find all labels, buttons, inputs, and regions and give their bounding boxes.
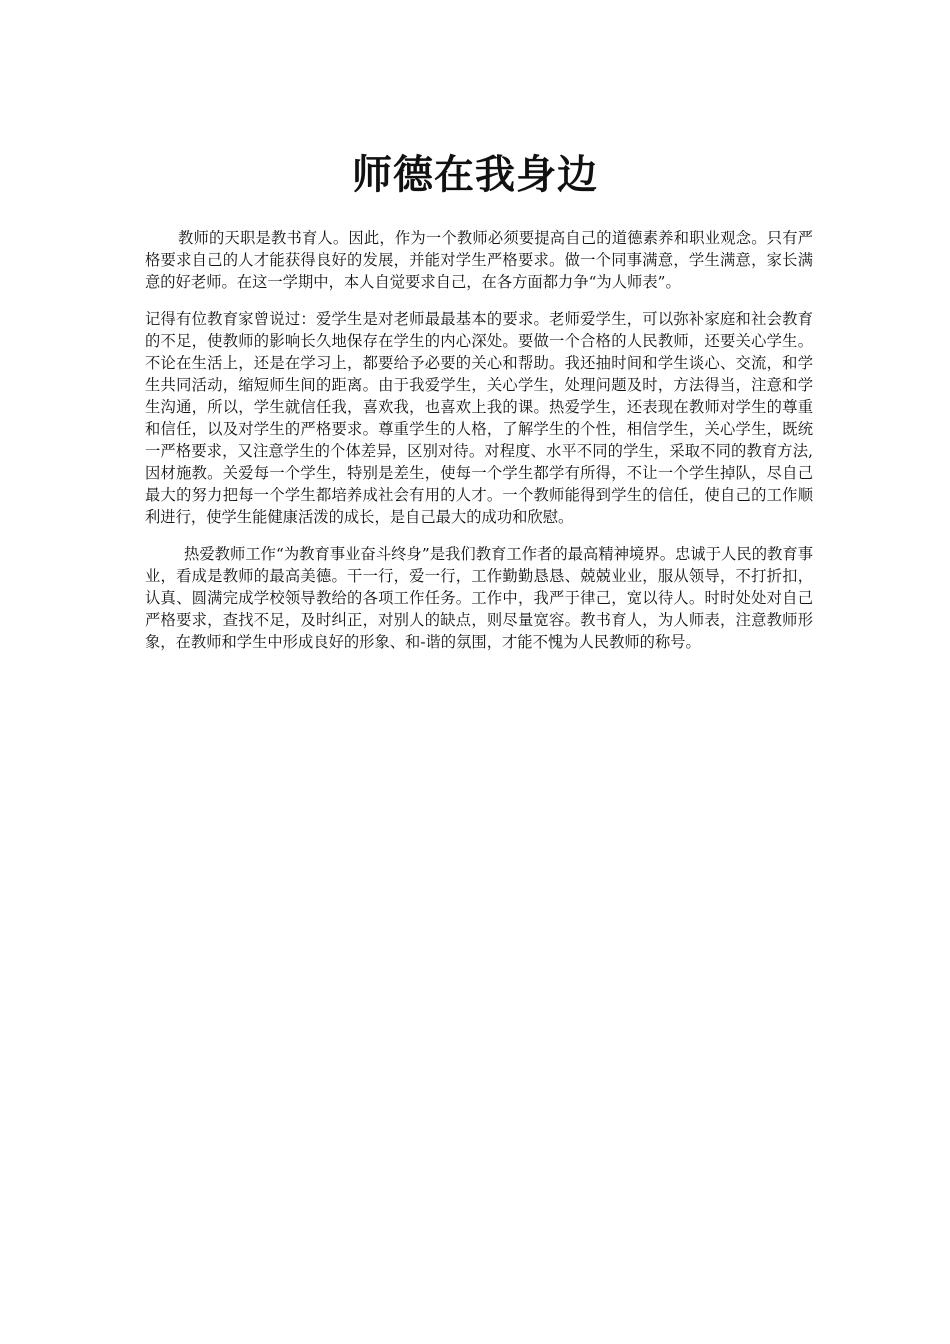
page-title: 师德在我身边 bbox=[352, 150, 598, 198]
paragraph-3: 热爱教师工作“为教育事业奋斗终身”是我们教育工作者的最高精神境界。忠诚于人民的教育事业，看成是教师的最高美德。干一行，爱一行，工作勤勤恳恳、兢兢业业，服从领导，不打折扣，认真、圆满完成学校领导教给的各项工作任务。工作中，我严于律己，宽以待人。时时处处对自己严格要求，查找不足，及时纠正，对别人的缺点，则尽量宽容。教书育人，为人师表，注意教师形象，在教师和学生中形成良好的形象、和-谐的氛围，才能不愧为人民教师的称号。 bbox=[145, 545, 813, 651]
document-body bbox=[145, 227, 813, 668]
paragraph-1: 教师的天职是教书育人。因此，作为一个教师必须要提高自己的道德素养和职业观念。只有严格要求自己的人才能获得良好的发展，并能对学生严格要求。做一个同事满意，学生满意，家长满意的好老师。在这一学期中，本人自觉要求自己，在各方面都力争“为人师表”。 bbox=[145, 229, 813, 291]
paragraph-2: 记得有位教育家曾说过：爱学生是对老师最最基本的要求。老师爱学生，可以弥补家庭和社会教育的不足，使教师的影响长久地保存在学生的内心深处。要做一个合格的人民教师，还要关心学生。不论在生活上，还是在学习上，都要给予必要的关心和帮助。我还抽时间和学生谈心、交流，和学生共同活动，缩短师生间的距离。由于我爱学生，关心学生，处理问题及时，方法得当，注意和学生沟通，所以，学生就信任我，喜欢我，也喜欢上我的课。热爱学生，还表现在教师对学生的尊重和信任，以及对学生的严格要求。尊重学生的人格，了解学生的个性，相信学生，关心学生，既统一严格要求，又注意学生的个体差异，区别对待。对程度、水平不同的学生，采取不同的教育方法,因材施教。关爱每一个学生，特别是差生，使每一个学生都学有所得，不让一个学生掉队，尽自己最大的努力把每一个学生都培养成社会有用的人才。一个教师能得到学生的信任，使自己的工作顺利进行，使学生能健康活泼的成长，是自己最大的成功和欣慰。 bbox=[145, 310, 813, 526]
